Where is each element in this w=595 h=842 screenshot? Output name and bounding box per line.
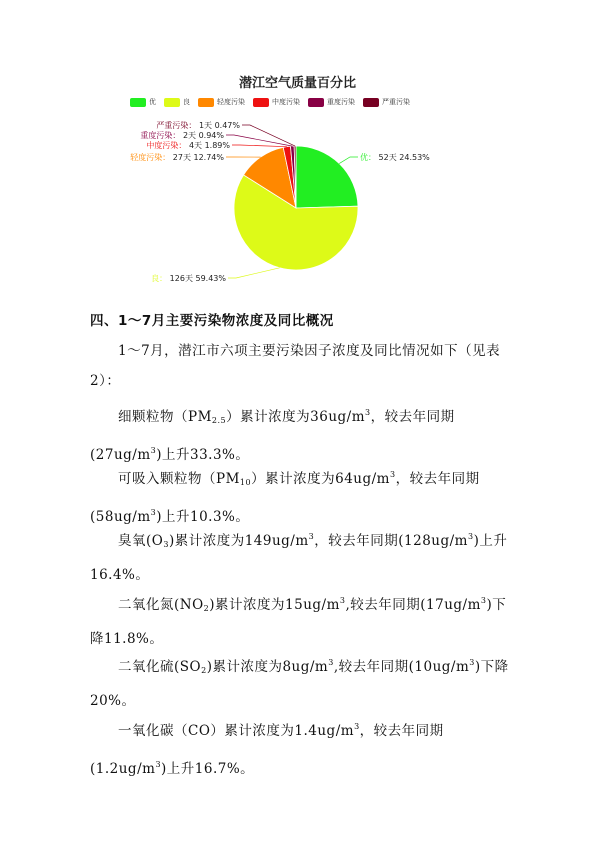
legend-label: 良	[183, 98, 190, 106]
leader-line	[226, 135, 292, 146]
pm10-paragraph: 可吸入颗粒物$(PM_{10})$累计浓度为$64ug/m^3$，较去年同期$(58ug/m^3)$上升10.3%。	[90, 470, 480, 525]
legend-label: 优	[149, 98, 156, 106]
leader-line	[339, 157, 358, 164]
o3-paragraph: 臭氧$(O_3)$累计浓度为$149ug/m^3$，较去年同期$(128ug/m^3)$上升16.4%。	[90, 532, 508, 583]
chart-title: 潜江空气质量百分比	[238, 76, 356, 91]
data-label: 中度污染： 4天 1.89%	[146, 141, 230, 150]
section-heading: 四、1～7月主要污染物浓度及同比概况	[90, 313, 334, 329]
legend-label: 重度污染	[327, 98, 355, 106]
so2-paragraph: 二氧化硫$(SO_2)$累计浓度为$8ug/m^3$,较去年同期$(10ug/m^3)$下降20%。	[90, 658, 509, 709]
legend-label: 轻度污染	[217, 98, 245, 106]
data-label: 严重污染： 1天 0.47%	[156, 121, 240, 130]
no2-paragraph: 二氧化氮$(NO_2)$累计浓度为$15ug/m^3$,较去年同期$(17ug/m^3)$下降11.8%。	[90, 596, 507, 647]
pie-slice	[296, 146, 358, 208]
data-label: 轻度污染： 27天 12.74%	[130, 153, 224, 162]
leader-line	[232, 145, 287, 147]
leader-line	[242, 125, 295, 146]
pm25-paragraph: 细颗粒物$(PM_{2.5})$累计浓度为$36ug/m^3$，较去年同期$(27ug/m^3)$上升33.3%。	[90, 408, 455, 463]
data-label: 良： 126天 59.43%	[151, 274, 226, 283]
legend-label: 严重污染	[382, 98, 410, 106]
legend-label: 中度污染	[272, 98, 300, 106]
co-paragraph: 一氧化碳（CO）累计浓度为$1.4ug/m^3$，较去年同期$(1.2ug/m^3)$上升16.7%。	[90, 722, 444, 777]
intro-paragraph: 1～7月，潜江市六项主要污染因子浓度及同比情况如下（见表2）：	[90, 343, 501, 389]
leader-line	[228, 268, 280, 278]
data-label: 优： 52天 24.53%	[360, 153, 430, 162]
data-label: 重度污染： 2天 0.94%	[140, 131, 224, 140]
pie-chart	[0, 0, 595, 300]
